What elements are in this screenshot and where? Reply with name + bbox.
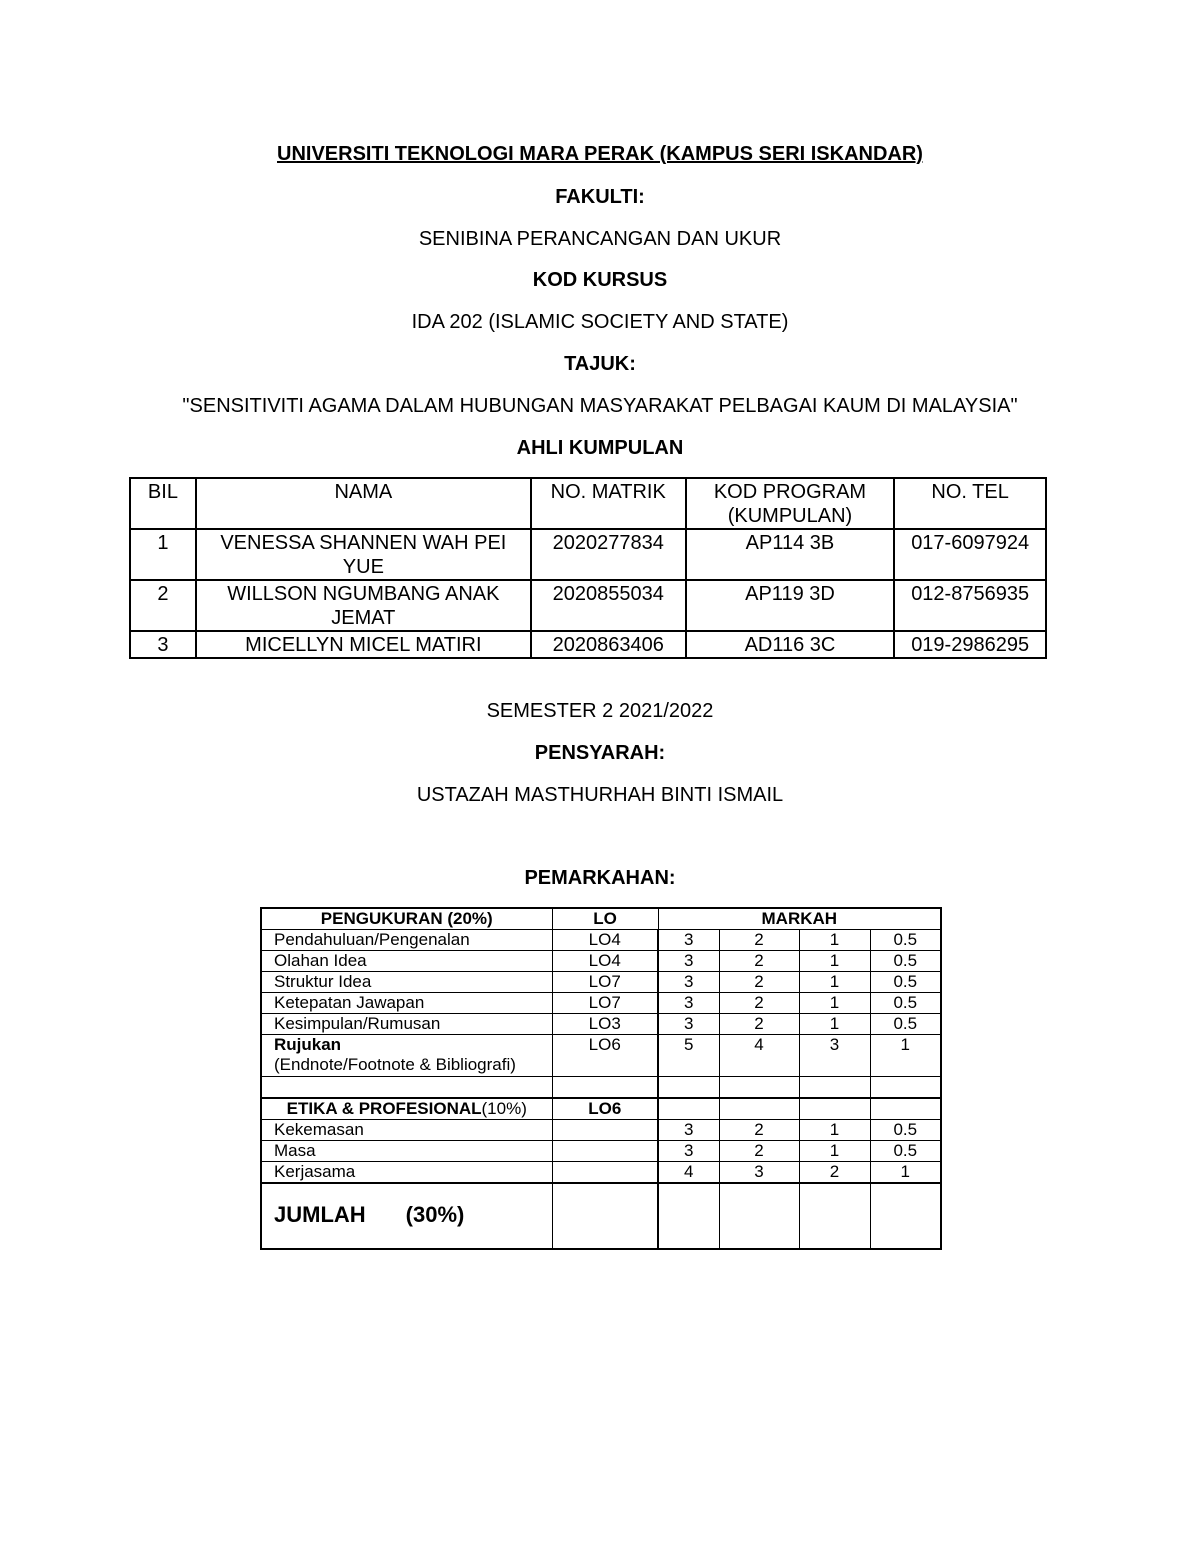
member-nama: VENESSA SHANNEN WAH PEI YUE bbox=[196, 529, 531, 580]
criteria-label: Kekemasan bbox=[261, 1120, 552, 1141]
table-row bbox=[261, 930, 941, 951]
rujukan-sublabel: (Endnote/Footnote & Bibliografi) bbox=[274, 1055, 516, 1074]
empty-cell bbox=[552, 1120, 658, 1141]
mark-cell: 1 bbox=[799, 1120, 870, 1141]
member-bil: 3 bbox=[130, 631, 196, 658]
mark-cell: 2 bbox=[719, 930, 799, 951]
total-pct: (30%) bbox=[405, 1202, 465, 1227]
mark-cell: 2 bbox=[719, 951, 799, 972]
criteria-label: Olahan Idea bbox=[261, 951, 552, 972]
mark-cell: 0.5 bbox=[870, 972, 941, 993]
empty-cell bbox=[870, 1077, 941, 1099]
mark-cell: 3 bbox=[658, 951, 719, 972]
university-title: UNIVERSITI TEKNOLOGI MARA PERAK (KAMPUS SERI ISKANDAR) bbox=[277, 143, 923, 165]
mark-cell: 1 bbox=[799, 930, 870, 951]
members-label: AHLI KUMPULAN bbox=[516, 437, 684, 459]
mark-cell: 0.5 bbox=[870, 930, 941, 951]
mark-cell: 3 bbox=[658, 1014, 719, 1035]
marks-label: PEMARKAHAN: bbox=[524, 867, 676, 889]
member-tel: 019-2986295 bbox=[894, 631, 1046, 658]
rujukan-lo: LO6 bbox=[552, 1035, 658, 1077]
members-table bbox=[129, 477, 1047, 659]
empty-cell bbox=[552, 1183, 658, 1249]
etika-pct: (10%) bbox=[481, 1099, 527, 1118]
criteria-label: Kerjasama bbox=[261, 1162, 552, 1184]
mark-cell: 0.5 bbox=[870, 993, 941, 1014]
mark-cell: 2 bbox=[719, 993, 799, 1014]
mark-cell: 1 bbox=[799, 993, 870, 1014]
member-matrik: 2020277834 bbox=[531, 529, 686, 580]
empty-cell bbox=[552, 1162, 658, 1184]
etika-lo: LO6 bbox=[552, 1098, 658, 1120]
empty-cell bbox=[799, 1183, 870, 1249]
mark-cell: 3 bbox=[658, 972, 719, 993]
mark-cell: 0.5 bbox=[870, 951, 941, 972]
empty-cell bbox=[658, 1077, 719, 1099]
empty-cell bbox=[799, 1077, 870, 1099]
mark-cell: 1 bbox=[799, 1141, 870, 1162]
table-row bbox=[261, 972, 941, 993]
header-no-tel: NO. TEL bbox=[894, 478, 1046, 529]
empty-cell bbox=[799, 1098, 870, 1120]
criteria-lo: LO4 bbox=[552, 930, 658, 951]
mark-cell: 3 bbox=[658, 1141, 719, 1162]
mark-cell: 3 bbox=[658, 1120, 719, 1141]
empty-cell bbox=[658, 1098, 719, 1120]
table-row bbox=[130, 580, 1046, 631]
mark-cell: 0.5 bbox=[870, 1141, 941, 1162]
title-label: TAJUK: bbox=[564, 353, 636, 375]
mark-cell: 3 bbox=[658, 930, 719, 951]
criteria-lo: LO3 bbox=[552, 1014, 658, 1035]
criteria-label: Kesimpulan/Rumusan bbox=[261, 1014, 552, 1035]
mark-cell: 4 bbox=[658, 1162, 719, 1184]
mark-cell: 3 bbox=[658, 993, 719, 1014]
empty-cell bbox=[719, 1077, 799, 1099]
mark-cell: 4 bbox=[719, 1035, 799, 1077]
header-bil: BIL bbox=[130, 478, 196, 529]
member-tel: 017-6097924 bbox=[894, 529, 1046, 580]
course-code-label: KOD KURSUS bbox=[532, 269, 668, 291]
table-row bbox=[261, 1014, 941, 1035]
etika-label: ETIKA & PROFESIONAL bbox=[286, 1099, 482, 1118]
header-markah: MARKAH bbox=[658, 908, 941, 930]
header-nama: NAMA bbox=[196, 478, 531, 529]
mark-cell: 2 bbox=[719, 1120, 799, 1141]
mark-cell: 2 bbox=[719, 1014, 799, 1035]
member-nama: MICELLYN MICEL MATIRI bbox=[196, 631, 531, 658]
semester-text: SEMESTER 2 2021/2022 bbox=[486, 700, 714, 722]
member-matrik: 2020863406 bbox=[531, 631, 686, 658]
rujukan-label: Rujukan bbox=[274, 1035, 342, 1054]
mark-cell: 0.5 bbox=[870, 1120, 941, 1141]
criteria-lo: LO4 bbox=[552, 951, 658, 972]
member-program: AP119 3D bbox=[686, 580, 895, 631]
marks-header-row bbox=[261, 908, 941, 930]
table-row bbox=[261, 1162, 941, 1184]
table-row bbox=[261, 1035, 941, 1077]
etika-header-row bbox=[261, 1098, 941, 1120]
course-code-value: IDA 202 (ISLAMIC SOCIETY AND STATE) bbox=[411, 311, 789, 333]
empty-cell bbox=[870, 1183, 941, 1249]
member-bil: 1 bbox=[130, 529, 196, 580]
empty-cell bbox=[870, 1098, 941, 1120]
mark-cell: 1 bbox=[799, 972, 870, 993]
empty-cell bbox=[552, 1141, 658, 1162]
mark-cell: 1 bbox=[870, 1035, 941, 1077]
rujukan-cell bbox=[261, 1035, 552, 1077]
faculty-value: SENIBINA PERANCANGAN DAN UKUR bbox=[418, 228, 782, 250]
mark-cell: 1 bbox=[799, 1014, 870, 1035]
mark-cell: 1 bbox=[799, 951, 870, 972]
marks-table bbox=[260, 907, 942, 1250]
title-value: "SENSITIVITI AGAMA DALAM HUBUNGAN MASYARAKAT PELBAGAI KAUM DI MALAYSIA" bbox=[182, 395, 1018, 417]
criteria-label: Pendahuluan/Pengenalan bbox=[261, 930, 552, 951]
table-row bbox=[130, 631, 1046, 658]
header-lo: LO bbox=[552, 908, 658, 930]
member-program: AD116 3C bbox=[686, 631, 895, 658]
criteria-label: Masa bbox=[261, 1141, 552, 1162]
table-row bbox=[130, 529, 1046, 580]
total-label: JUMLAH bbox=[274, 1202, 366, 1227]
etika-label-cell bbox=[261, 1098, 552, 1120]
mark-cell: 2 bbox=[719, 1141, 799, 1162]
criteria-lo: LO7 bbox=[552, 993, 658, 1014]
member-matrik: 2020855034 bbox=[531, 580, 686, 631]
header-pengukuran: PENGUKURAN (20%) bbox=[261, 908, 552, 930]
member-nama: WILLSON NGUMBANG ANAK JEMAT bbox=[196, 580, 531, 631]
mark-cell: 2 bbox=[719, 972, 799, 993]
empty-cell bbox=[261, 1077, 552, 1099]
header-no-matrik: NO. MATRIK bbox=[531, 478, 686, 529]
member-program: AP114 3B bbox=[686, 529, 895, 580]
empty-cell bbox=[658, 1183, 719, 1249]
empty-cell bbox=[552, 1077, 658, 1099]
table-row bbox=[261, 951, 941, 972]
criteria-label: Struktur Idea bbox=[261, 972, 552, 993]
table-row bbox=[261, 1120, 941, 1141]
empty-cell bbox=[719, 1183, 799, 1249]
table-row bbox=[261, 1141, 941, 1162]
mark-cell: 3 bbox=[719, 1162, 799, 1184]
mark-cell: 1 bbox=[870, 1162, 941, 1184]
member-bil: 2 bbox=[130, 580, 196, 631]
empty-cell bbox=[719, 1098, 799, 1120]
mark-cell: 3 bbox=[799, 1035, 870, 1077]
total-row bbox=[261, 1183, 941, 1249]
mark-cell: 2 bbox=[799, 1162, 870, 1184]
table-row bbox=[261, 1077, 941, 1099]
lecturer-label: PENSYARAH: bbox=[534, 742, 666, 764]
mark-cell: 0.5 bbox=[870, 1014, 941, 1035]
criteria-label: Ketepatan Jawapan bbox=[261, 993, 552, 1014]
members-header-row bbox=[130, 478, 1046, 529]
table-row bbox=[261, 993, 941, 1014]
mark-cell: 5 bbox=[658, 1035, 719, 1077]
header-kod-program: KOD PROGRAM (KUMPULAN) bbox=[686, 478, 895, 529]
criteria-lo: LO7 bbox=[552, 972, 658, 993]
faculty-label: FAKULTI: bbox=[555, 186, 645, 208]
lecturer-value: USTAZAH MASTHURHAH BINTI ISMAIL bbox=[416, 784, 784, 806]
member-tel: 012-8756935 bbox=[894, 580, 1046, 631]
total-label-cell bbox=[261, 1183, 552, 1249]
